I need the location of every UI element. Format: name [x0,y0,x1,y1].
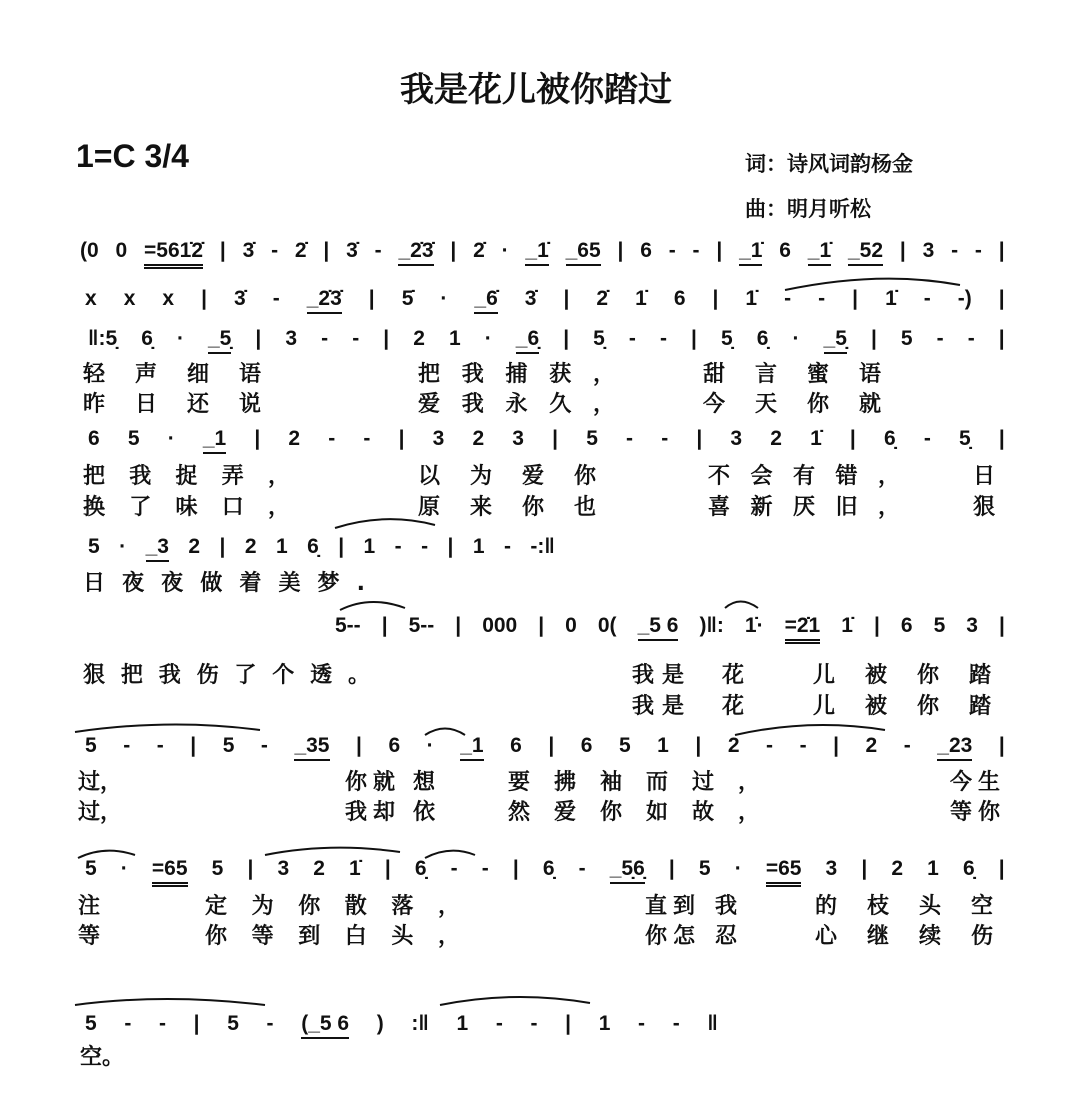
note: 2 [727,734,740,757]
lyric-segment: 儿被你踏 [813,663,1022,688]
note: - [272,287,280,310]
note: _23 [937,733,972,761]
note: _1 [203,426,226,454]
note: x [162,287,175,310]
lyric-segment: 心继续伤 [815,924,1024,949]
note: - [626,427,634,450]
note: =561̇2̇ [144,238,203,269]
note: ) [376,1012,384,1035]
barline: | [695,734,702,757]
barline: | [696,427,703,450]
barline: ‖:5̣ [88,327,118,350]
note: · [440,287,448,310]
note: - [659,327,667,350]
note: 6̣ [307,535,319,558]
note: 6̣ [883,427,896,450]
barline: | [383,327,390,350]
lyric-segment: 日夜夜做着美梦. [83,571,383,596]
lyric-segment: 日 [973,464,996,489]
note: 5 [900,327,913,350]
notation-row [88,326,1005,356]
barline: )‖: [699,614,724,637]
note: - [628,327,636,350]
lyric-segment: 我 [715,894,738,919]
note: - [352,327,360,350]
barline: | [450,239,457,262]
note: - [503,535,511,558]
note: - [923,287,931,310]
notation-row [85,286,1005,316]
lyric-segment: 把我捕获， [418,362,637,387]
barline: | [338,535,345,558]
note: 1̇ [810,427,822,450]
note: 0( [597,614,617,637]
note: 5̇ [401,287,414,310]
lyric-segment: 我是 [632,694,692,719]
note: 5 [85,857,97,880]
note: 1̇ [349,857,361,880]
lyric-segment: 注 [78,894,101,919]
note: 3 [730,427,743,450]
note: _1 [460,733,483,761]
lyric-segment: 定为你散落， [205,894,485,919]
note: 5 [222,734,235,757]
barline: | [548,734,555,757]
barline: | [668,857,675,880]
lyric-segment: 直到 [645,894,701,919]
barline: | [255,327,262,350]
lyric-segment: 我却 [345,800,401,825]
barline: | [617,239,624,262]
lyric-segment: 原来你也 [418,495,627,520]
barline: | [254,427,261,450]
barline: | [998,327,1005,350]
note: - [123,734,131,757]
notation-row [85,1011,718,1041]
barline: :‖ [411,1012,429,1035]
note: · [119,535,127,558]
slur [340,602,405,610]
note: 5 [88,535,100,558]
note: 2 [288,427,301,450]
barline: | [552,427,559,450]
lyric-segment: 换了味口， [83,495,315,520]
note: _5̣ [208,326,231,354]
barline: | [384,857,391,880]
barline: | [691,327,697,350]
note: 5̣ [720,327,733,350]
lyric-segment: 狠把我伤了个透。 [83,663,386,688]
lyric-segment: 空。 [80,1045,125,1070]
note: 6 [510,734,522,757]
barline: | [190,734,197,757]
barline: | [563,327,570,350]
lyric-segment: 你等到白头， [205,924,485,949]
note: · [484,327,492,350]
barline: | [447,535,454,558]
note: =65 [152,856,188,887]
note: 5̣ [958,427,971,450]
note: 3 [277,857,290,880]
barline: | [356,734,362,757]
slur [440,997,590,1005]
note: · [120,857,128,880]
note: 2 [770,427,782,450]
note: 6̣ [962,857,975,880]
lyric-segment: 过， [78,770,123,795]
note: 2 [865,734,878,757]
lyric-segment: 儿被你踏 [813,694,1022,719]
lyric-segment: 等 [78,924,101,949]
note: 3̇ [234,287,246,310]
composer: 曲：明月听松 [745,197,871,221]
note: - [450,857,458,880]
note: =65 [766,856,802,887]
lyric-segment: 忍 [715,924,738,949]
lyric-segment: 要拂袖而过， [508,770,784,795]
note: 5-- [408,614,435,637]
barline: | [398,427,405,450]
barline: | [716,239,723,262]
barline: | [368,287,375,310]
slur [75,999,265,1005]
slur [725,602,758,609]
lyric-segment: 我是 [632,663,692,688]
note: 000 [482,614,518,637]
lyric-segment: 昨日还说 [83,392,292,417]
lyric-segment: 甜言蜜语 [703,362,912,387]
note: 2 [472,427,485,450]
note: _1̇ [525,238,548,266]
note: 5̣ [593,327,605,350]
note: 2 [891,857,904,880]
note: - [923,427,931,450]
lyric-segment: 今生 [950,770,1006,795]
note: 5 [618,734,631,757]
note: · [176,327,184,350]
note: 3̇ [524,287,537,310]
lyric-segment: 你就 [345,770,401,795]
note: 2̇ [294,239,307,262]
barline: | [323,239,330,262]
note: 6̣ [756,327,769,350]
note: 6 [580,734,593,757]
lyric-segment: 狠 [973,495,996,520]
note: =2̇1 [785,613,821,644]
note: - [936,327,944,350]
notation-row [85,733,1005,763]
note: 5 [127,427,140,450]
note: - [421,535,429,558]
song-title: 我是花儿被你踏过 [400,70,672,110]
note: 1̇ [635,287,647,310]
lyric-segment: 花 [722,663,745,688]
lyric-segment: 花 [722,694,745,719]
note: 0 [565,614,577,637]
note: 5 [586,427,598,450]
note: · [501,239,509,262]
barline: | [193,1012,200,1035]
note: - [638,1012,646,1035]
note: 5 [933,614,946,637]
lyric-segment: 把我捉弄， [83,464,315,489]
barline: | [219,535,226,558]
note: 6 [88,427,100,450]
note: 5 [227,1012,239,1035]
notation-row [335,613,1005,643]
note: - [661,427,669,450]
note: 6 [640,239,652,262]
note: -) [957,287,972,310]
barline: ‖ [707,1012,718,1035]
notation-row [88,534,555,564]
barline: | [998,614,1005,637]
note: - [328,427,336,450]
barline: -:‖ [530,535,555,558]
note: (_5 6 [301,1011,349,1039]
note: 5 [85,1012,97,1035]
note: - [124,1012,132,1035]
note: - [374,239,382,262]
note: x [123,287,136,310]
note: _2̇3̇ [307,286,342,314]
note: - [578,857,586,880]
barline: | [873,614,880,637]
lyric-segment: 轻声细语 [83,362,292,387]
note: _3 [146,534,169,562]
note: _65 [566,238,601,266]
note: - [156,734,164,757]
lyric-segment: 今天你就 [703,392,912,417]
barline: | [998,857,1005,880]
lyric-segment: 的枝头空 [815,894,1024,919]
lyric-segment: 想 [413,770,436,795]
note: - [766,734,774,757]
barline: | [998,287,1005,310]
note: - [495,1012,503,1035]
note: 6 [900,614,913,637]
note: - [784,287,792,310]
note: 1 [363,535,376,558]
note: 3 [825,857,838,880]
notation-row [80,238,1005,268]
note: 2 [188,535,201,558]
barline: | [899,239,906,262]
lyric-segment: 以为爱你 [418,464,627,489]
lyric-segment: 依 [413,800,436,825]
slur [265,848,400,855]
note: - [394,535,402,558]
note: (0 [80,239,99,262]
notation-row [88,426,1005,456]
barline: | [849,427,856,450]
lyric-segment: 等你 [950,800,1006,825]
note: _52 [848,238,883,266]
note: - [692,239,700,262]
note: 2 [244,535,257,558]
note: - [818,287,826,310]
note: 1 [448,327,461,350]
note: - [951,239,959,262]
note: 5 [698,857,711,880]
note: _5̣6̣ [610,856,645,884]
note: _6̣ [516,326,539,354]
note: - [967,327,975,350]
note: · [167,427,175,450]
slur [75,724,260,732]
note: _6̇ [474,286,497,314]
note: 0 [115,239,128,262]
note: 1 [657,734,669,757]
note: 6 [388,734,401,757]
note: 3 [966,614,978,637]
note: - [799,734,807,757]
barline: | [861,857,868,880]
note: 1 [472,535,485,558]
note: x [85,287,97,310]
note: - [668,239,676,262]
note: 6 [673,287,686,310]
lyric-segment: 喜新厌旧， [708,495,921,520]
note: · [734,857,742,880]
note: - [266,1012,274,1035]
barline: | [998,734,1005,757]
note: 1 [275,535,288,558]
barline: | [538,614,545,637]
barline: | [381,614,388,637]
notation-row [85,856,1005,886]
note: - [159,1012,166,1035]
note: 3̇ [242,239,255,262]
barline: | [998,427,1005,450]
note: - [903,734,911,757]
note: - [672,1012,680,1035]
lyric-segment: 你怎 [645,924,701,949]
key-signature: 1=C 3/4 [76,138,189,174]
note: 5 [211,857,224,880]
note: _1̇ [739,238,762,266]
note: 1̇ [841,614,853,637]
note: _2̇3̇ [398,238,433,266]
note: - [271,239,279,262]
note: _1̇ [808,238,831,266]
note: - [530,1012,538,1035]
note: 2 [313,857,325,880]
note: 3 [432,427,445,450]
note: - [974,239,982,262]
barline: | [219,239,226,262]
barline: | [833,734,839,757]
barline: | [512,857,519,880]
barline: | [852,287,859,310]
barline: | [870,327,877,350]
barline: | [998,239,1005,262]
note: _5 6 [638,613,679,641]
note: · [426,734,434,757]
note: 1 [456,1012,469,1035]
note: 2 [413,327,425,350]
note: 6̣ [414,857,427,880]
note: 1̇· [744,614,764,637]
note: - [321,327,329,350]
note: 1 [927,857,939,880]
note: - [363,427,371,450]
note: 6̣ [141,327,153,350]
barline: | [563,287,570,310]
note: - [481,857,489,880]
note: 3̇ [346,239,358,262]
note: _35 [294,733,329,761]
note: - [260,734,268,757]
note: 1 [598,1012,611,1035]
barline: | [565,1012,572,1035]
note: 6 [779,239,791,262]
lyric-segment: 然爱你如故， [508,800,784,825]
barline: | [455,614,462,637]
lyric-segment: 不会有错， [708,464,921,489]
lyric-segment: 爱我永久， [418,392,637,417]
note: 1̇ [745,287,758,310]
lyricist: 词：诗风词韵杨金 [745,152,913,176]
note: _5̣ [824,326,847,354]
note: 3 [922,239,935,262]
note: 6̣ [542,857,555,880]
barline: | [201,287,207,310]
note: 2̇ [596,287,609,310]
note: 3 [285,327,298,350]
lyric-segment: 过， [78,800,123,825]
note: 2̇ [473,239,485,262]
note: 1̇ [885,287,897,310]
note: 5-- [335,614,361,637]
barline: | [247,857,254,880]
note: · [792,327,800,350]
barline: | [712,287,719,310]
note: 3 [512,427,524,450]
note: 5 [85,734,97,757]
